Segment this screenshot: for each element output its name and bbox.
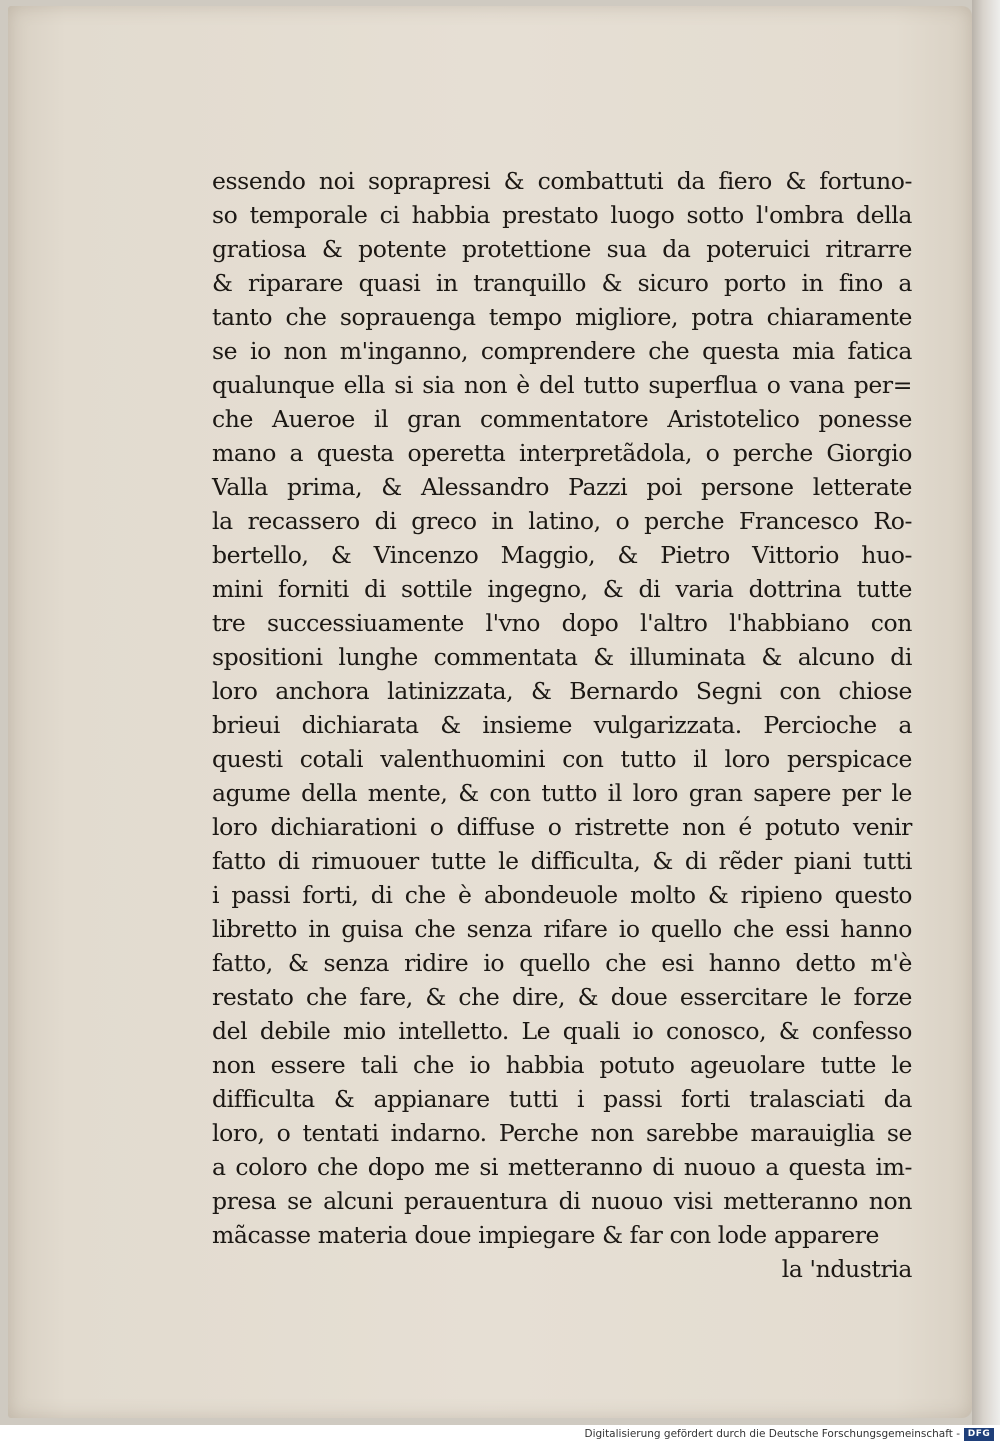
text-line: so temporale ci habbia prestato luogo sotto l'ombra della	[212, 201, 912, 229]
page-text	[212, 164, 912, 1286]
text-line: fatto, & senza ridire io quello che esi hanno detto m'è	[212, 949, 912, 977]
text-line: agume della mente, & con tutto il loro gran sapere per le	[212, 779, 912, 807]
text-line: tre successiuamente l'vno dopo l'altro l'habbiano con	[212, 609, 912, 637]
text-line: mano a questa operetta interpretãdola, o perche Giorgio	[212, 439, 912, 467]
text-line: restato che fare, & che dire, & doue essercitare le forze	[212, 983, 912, 1011]
text-line: spositioni lunghe commentata & illuminata & alcuno di	[212, 643, 912, 671]
text-line: tanto che soprauenga tempo migliore, potra chiaramente	[212, 303, 912, 331]
text-line: bertello, & Vincenzo Maggio, & Pietro Vittorio huo-	[212, 541, 912, 569]
text-line: a coloro che dopo me si metteranno di nuouo a questa im-	[212, 1153, 912, 1181]
text-line: i passi forti, di che è abondeuole molto & ripieno questo	[212, 881, 912, 909]
text-line: del debile mio intelletto. Le quali io conosco, & confesso	[212, 1017, 912, 1045]
text-line: che Aueroe il gran commentatore Aristotelico ponesse	[212, 405, 912, 433]
text-line: mãcasse materia doue impiegare & far con lode apparere	[212, 1221, 880, 1249]
text-line: gratiosa & potente protettione sua da poteruici ritrarre	[212, 235, 912, 263]
footer-credit: Digitalisierung gefördert durch die Deutsche Forschungsgemeinschaft -	[584, 1428, 960, 1440]
catchword: la 'ndustria	[781, 1255, 912, 1283]
page-edge-shadow	[972, 0, 1000, 1425]
footer-bar	[0, 1425, 1000, 1445]
text-line: difficulta & appianare tutti i passi forti tralasciati da	[212, 1085, 912, 1113]
text-line: non essere tali che io habbia potuto ageuolare tutte le	[212, 1051, 912, 1079]
text-line: brieui dichiarata & insieme vulgarizzata. Percioche a	[212, 711, 912, 739]
text-line: & riparare quasi in tranquillo & sicuro porto in fino a	[212, 269, 912, 297]
text-line: Valla prima, & Alessandro Pazzi poi persone letterate	[212, 473, 912, 501]
text-line: loro, o tentati indarno. Perche non sarebbe marauiglia se	[212, 1119, 912, 1147]
text-line: se io non m'inganno, comprendere che questa mia fatica	[212, 337, 912, 365]
text-line: fatto di rimuouer tutte le difficulta, & di rẽder piani tutti	[212, 847, 912, 875]
text-line: qualunque ella si sia non è del tutto superflua o vana per=	[212, 371, 912, 399]
dfg-logo-icon: DFG	[964, 1428, 994, 1441]
text-line: libretto in guisa che senza rifare io quello che essi hanno	[212, 915, 912, 943]
text-line: loro dichiarationi o diffuse o ristrette non é potuto venir	[212, 813, 912, 841]
text-line: questi cotali valenthuomini con tutto il loro perspicace	[212, 745, 912, 773]
text-line: essendo noi soprapresi & combattuti da fiero & fortuno-	[212, 167, 912, 195]
text-line: loro anchora latinizzata, & Bernardo Segni con chiose	[212, 677, 912, 705]
text-line: mini forniti di sottile ingegno, & di varia dottrina tutte	[212, 575, 912, 603]
text-line: la recassero di greco in latino, o perche Francesco Ro-	[212, 507, 912, 535]
text-line: presa se alcuni perauentura di nuouo visi metteranno non	[212, 1187, 912, 1215]
